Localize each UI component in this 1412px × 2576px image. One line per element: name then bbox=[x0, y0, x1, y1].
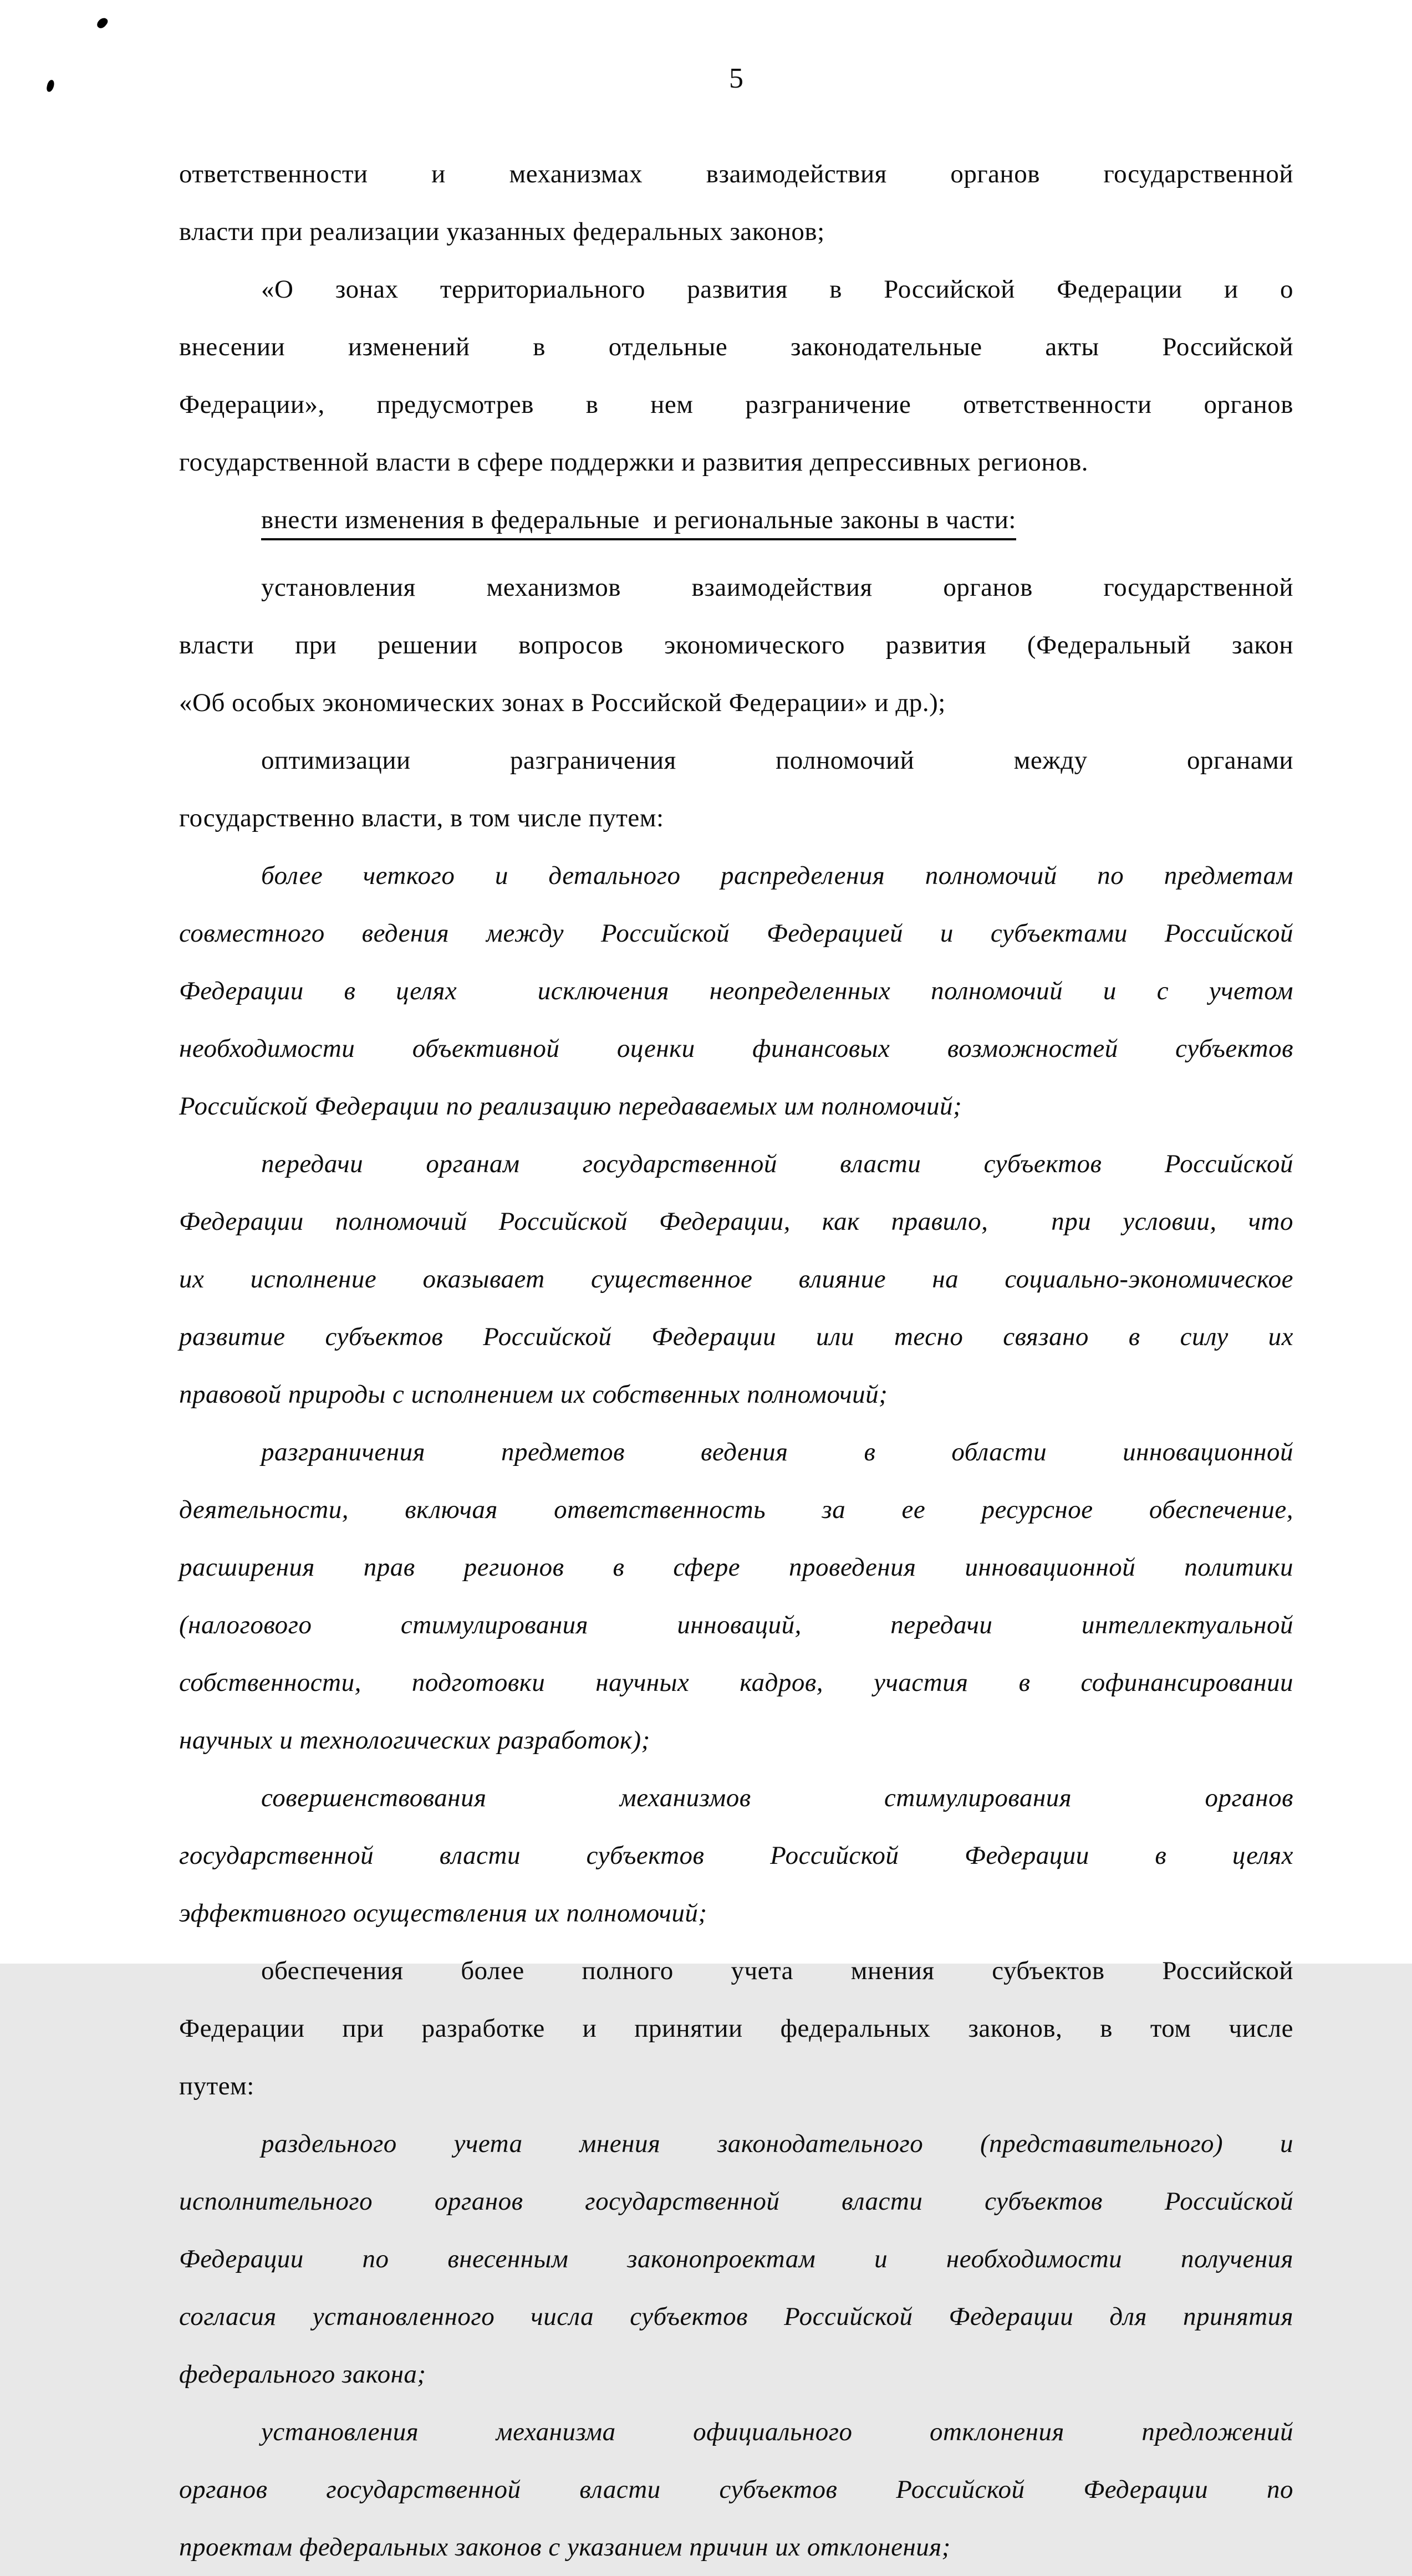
text-line: «Об особых экономических зонах в Российской Федерации» и др.); bbox=[179, 688, 946, 717]
text-line: оптимизации разграничения полномочий между органами bbox=[261, 746, 1293, 775]
paragraph bbox=[179, 559, 1293, 732]
ink-speck bbox=[46, 79, 55, 93]
text-line: ответственности и механизмах взаимодействия органов государственной bbox=[179, 160, 1293, 188]
text-line: правовой природы с исполнением их собственных полномочий; bbox=[179, 1380, 888, 1409]
text-line: федерального закона; bbox=[179, 2360, 426, 2389]
ink-speck bbox=[95, 16, 109, 30]
paragraph bbox=[179, 1769, 1293, 1942]
paragraph bbox=[179, 260, 1293, 491]
text-line bbox=[179, 491, 1293, 549]
text-line: установления механизмов взаимодействия органов государственной bbox=[261, 573, 1293, 602]
text-line: Российской Федерации по реализацию передаваемых им полномочий; bbox=[179, 1092, 962, 1121]
text-line: раздельного учета мнения законодательного (представительного) и bbox=[261, 2129, 1293, 2158]
text-line: путем: bbox=[179, 2072, 254, 2100]
text-line: Федерации по внесенным законопроектам и необходимости получения bbox=[179, 2245, 1293, 2273]
paragraph bbox=[179, 145, 1293, 260]
paragraph bbox=[179, 847, 1293, 1135]
text-line: государственной власти в сфере поддержки и развития депрессивных регионов. bbox=[179, 448, 1089, 477]
text-line: разграничения предметов ведения в области инновационной bbox=[261, 1438, 1293, 1466]
paragraph bbox=[179, 1135, 1293, 1423]
text-line: (налогового стимулирования инноваций, передачи интеллектуальной bbox=[179, 1611, 1293, 1639]
text-line: Федерации при разработке и принятии федеральных законов, в том числе bbox=[179, 2014, 1293, 2043]
text-line: государственно власти, в том числе путем: bbox=[179, 804, 664, 832]
text-line: Федерации в целях исключения неопределенных полномочий и с учетом bbox=[179, 977, 1293, 1005]
text-line: государственной власти субъектов Российской Федерации в целях bbox=[179, 1841, 1293, 1870]
text-line: расширения прав регионов в сфере проведения инновационной политики bbox=[179, 1553, 1293, 1582]
text-line: совершенствования механизмов стимулирования органов bbox=[261, 1783, 1293, 1812]
text-line: необходимости объективной оценки финансовых возможностей субъектов bbox=[179, 1034, 1293, 1063]
text-line: собственности, подготовки научных кадров, участия в софинансировании bbox=[179, 1668, 1293, 1697]
document-body bbox=[179, 145, 1293, 2576]
text-line: научных и технологических разработок); bbox=[179, 1726, 650, 1755]
text-line: совместного ведения между Российской Федерацией и субъектами Российской bbox=[179, 919, 1293, 948]
text-line: деятельности, включая ответственность за ее ресурсное обеспечение, bbox=[179, 1495, 1293, 1524]
text-line: установления механизма официального отклонения предложений bbox=[261, 2417, 1293, 2446]
text-line: власти при решении вопросов экономического развития (Федеральный закон bbox=[179, 631, 1293, 660]
text-line: Федерации полномочий Российской Федерации, как правило, при условии, что bbox=[179, 1207, 1293, 1236]
text-line: Федерации», предусмотрев в нем разграничение ответственности органов bbox=[179, 390, 1293, 419]
text-line: согласия установленного числа субъектов Российской Федерации для принятия bbox=[179, 2302, 1293, 2331]
paragraph bbox=[179, 2115, 1293, 2403]
text-line: передачи органам государственной власти субъектов Российской bbox=[261, 1149, 1293, 1178]
text-line: внесении изменений в отдельные законодательные акты Российской bbox=[179, 333, 1293, 361]
text-line: эффективного осуществления их полномочий; bbox=[179, 1899, 707, 1928]
text-line: власти при реализации указанных федеральных законов; bbox=[179, 217, 825, 246]
text-line: «О зонах территориального развития в Российской Федерации и о bbox=[261, 275, 1293, 304]
text-line: обеспечения более полного учета мнения субъектов Российской bbox=[261, 1956, 1293, 1985]
paragraph bbox=[179, 1942, 1293, 2115]
text-line: развитие субъектов Российской Федерации или тесно связано в силу их bbox=[179, 1322, 1293, 1351]
paragraph bbox=[179, 2403, 1293, 2576]
underlined-heading bbox=[179, 491, 1293, 549]
page-number: 5 bbox=[729, 63, 743, 94]
text-line: более четкого и детального распределения полномочий по предметам bbox=[261, 861, 1293, 890]
underlined-text: внести изменения в федеральные и региональные законы в части: bbox=[261, 505, 1016, 540]
text-line: исполнительного органов государственной власти субъектов Российской bbox=[179, 2187, 1293, 2216]
text-line: органов государственной власти субъектов Российской Федерации по bbox=[179, 2475, 1293, 2504]
text-line: проектам федеральных законов с указанием причин их отклонения; bbox=[179, 2533, 951, 2562]
paragraph bbox=[179, 1423, 1293, 1769]
text-line: их исполнение оказывает существенное влияние на социально-экономическое bbox=[179, 1265, 1293, 1294]
paragraph bbox=[179, 732, 1293, 847]
